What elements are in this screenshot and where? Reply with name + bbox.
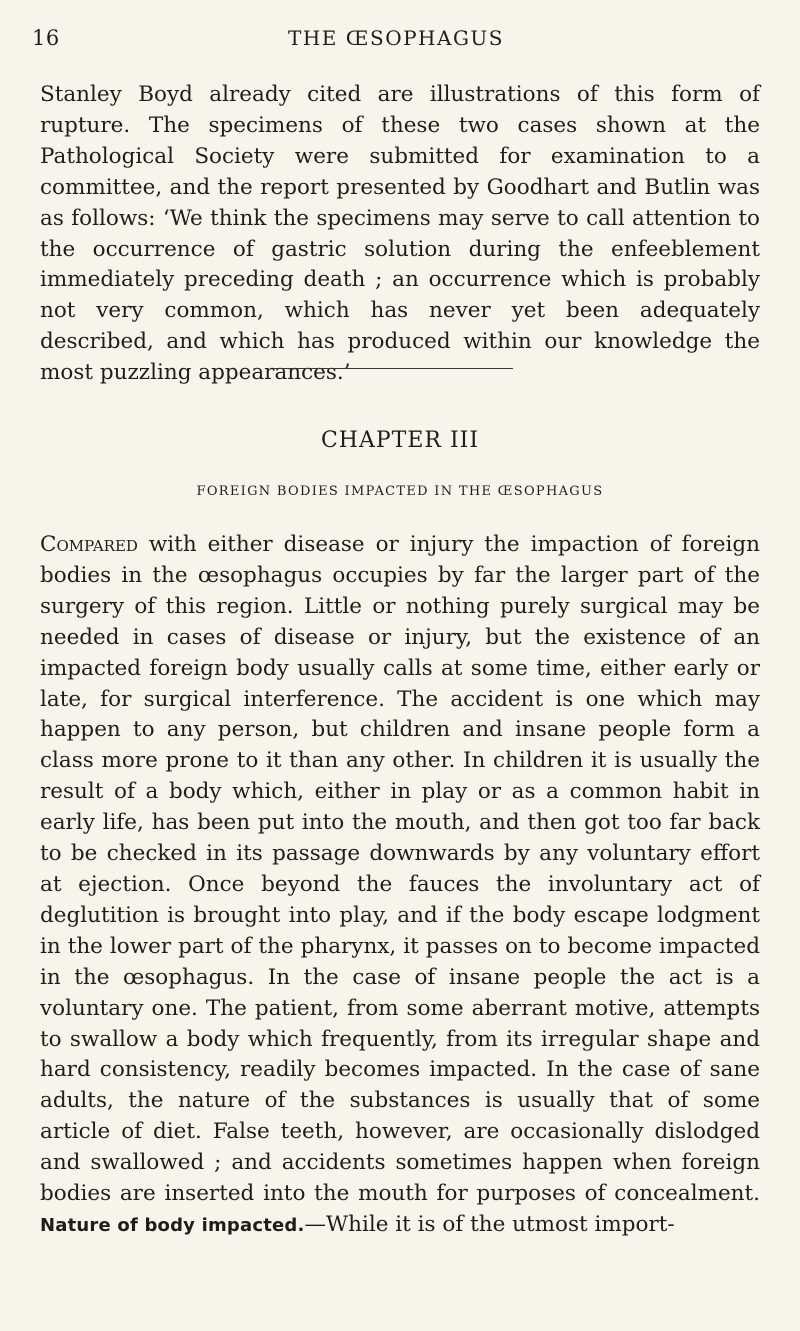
paragraph-rupture-conclusion: Stanley Boyd already cited are illustrations of this form of rupture. The specimens of these two cases shown at the Pathological Society were submitted for examination to a committee, and the report presented by Goodhart and Butlin was as follows: ‘We think the specimens may serve to call attention to the occurrence of gastric solution during the enfeeblement immediately preceding death ; an occurrence which is probably not very common, which has never yet been adequately described, and which has produced within our knowledge the most puzzling appearances.’ bbox=[40, 82, 760, 386]
side-heading-text: —While it is of the utmost import- bbox=[304, 1211, 675, 1237]
running-title: THE ŒSOPHAGUS bbox=[288, 26, 504, 50]
section-divider bbox=[273, 368, 513, 369]
chapter-subtitle: FOREIGN BODIES IMPACTED IN THE ŒSOPHAGUS bbox=[196, 484, 604, 499]
side-heading: Nature of body impacted. bbox=[40, 1214, 305, 1236]
paragraph-body-text: with either disease or injury the impaction of foreign bodies in the œsophagus occupies by far the larger part of the surgery of this region. Little or nothing purely surgical may be needed in cases of disease or injury, but the existence of an impacted foreign body usually calls at some time, either early or late, for surgical interference. The accident is one which may happen to any person, but children and insane people form a class more prone to it than any other. In children it is usually the result of a body which, either in play or as a common habit in early life, has been put into the mouth, and then got too far back to be checked in its passage downwards by any voluntary effort at ejection. Once beyond the fauces the involuntary act of deglutition is brought into play, and if the body escape lodgment in the lower part of the pharynx, it passes on to become impacted in the œsophagus. In the case of insane people the act is a voluntary one. The patient, from some aberrant motive, attempts to swallow a body which frequently, from its irregular shape and hard consistency, readily becomes impacted. In the case of sane adults, the nature of the substances is usually that of some article of diet. False teeth, however, are occasionally dislodged and swallowed ; and accidents sometimes happen when foreign bodies are inserted into the mouth for purposes of concealment. bbox=[40, 532, 760, 1207]
page-number: 16 bbox=[32, 26, 60, 50]
paragraph-foreign-bodies-intro bbox=[40, 530, 760, 1242]
chapter-heading: CHAPTER III bbox=[320, 428, 480, 453]
paragraph-lead-word: Compared bbox=[40, 532, 138, 557]
running-head bbox=[32, 26, 760, 56]
